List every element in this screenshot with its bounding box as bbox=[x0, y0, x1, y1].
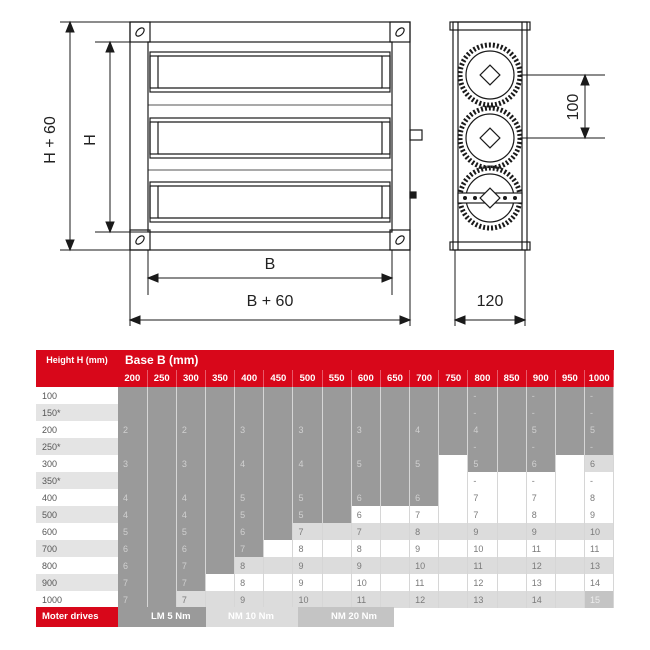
table-cell: 15 bbox=[585, 591, 614, 608]
table-cell bbox=[147, 557, 176, 574]
table-cell: 10 bbox=[351, 574, 380, 591]
column-header: 900 bbox=[526, 370, 555, 387]
table-cell bbox=[322, 557, 351, 574]
row-height-label: 600 bbox=[36, 523, 118, 540]
table-cell: 11 bbox=[410, 574, 439, 591]
table-cell bbox=[497, 438, 526, 455]
table-cell bbox=[380, 387, 409, 404]
table-cell bbox=[380, 523, 409, 540]
table-cell bbox=[264, 591, 293, 608]
table-row bbox=[36, 574, 614, 591]
table-cell bbox=[205, 455, 234, 472]
table-cell: 5 bbox=[410, 455, 439, 472]
table-cell bbox=[147, 455, 176, 472]
table-cell: - bbox=[526, 438, 555, 455]
table-cell: 5 bbox=[235, 489, 264, 506]
table-cell bbox=[351, 387, 380, 404]
motor-drive-legend bbox=[36, 607, 394, 627]
row-height-label: 400 bbox=[36, 489, 118, 506]
table-cell: 6 bbox=[526, 455, 555, 472]
table-cell bbox=[555, 523, 584, 540]
table-cell: 10 bbox=[410, 557, 439, 574]
table-cell bbox=[351, 438, 380, 455]
table-row bbox=[36, 591, 614, 608]
table-cell: 9 bbox=[585, 506, 614, 523]
table-cell bbox=[322, 421, 351, 438]
table-cell: 2 bbox=[176, 421, 205, 438]
table-cell: 5 bbox=[118, 523, 147, 540]
row-height-label: 800 bbox=[36, 557, 118, 574]
table-cell bbox=[439, 421, 468, 438]
table-cell: 5 bbox=[526, 421, 555, 438]
table-cell bbox=[497, 387, 526, 404]
table-cell bbox=[322, 591, 351, 608]
table-cell bbox=[322, 438, 351, 455]
table-cell: 8 bbox=[235, 557, 264, 574]
table-cell: 7 bbox=[410, 506, 439, 523]
table-cell: 7 bbox=[351, 523, 380, 540]
table-cell bbox=[205, 523, 234, 540]
table-cell bbox=[555, 421, 584, 438]
table-cell bbox=[264, 557, 293, 574]
column-header: 550 bbox=[322, 370, 351, 387]
row-height-label: 250* bbox=[36, 438, 118, 455]
table-cell: 13 bbox=[526, 574, 555, 591]
table-cell: 3 bbox=[351, 421, 380, 438]
table-cell bbox=[380, 472, 409, 489]
table-cell bbox=[264, 421, 293, 438]
table-cell bbox=[205, 557, 234, 574]
table-cell: 4 bbox=[468, 421, 497, 438]
corner-plate bbox=[130, 230, 150, 250]
table-cell bbox=[205, 404, 234, 421]
table-cell bbox=[322, 489, 351, 506]
table-cell bbox=[439, 523, 468, 540]
table-cell: - bbox=[585, 404, 614, 421]
table-cell bbox=[380, 438, 409, 455]
table-cell bbox=[205, 540, 234, 557]
table-cell bbox=[555, 404, 584, 421]
table-cell: 6 bbox=[410, 489, 439, 506]
table-cell: 3 bbox=[293, 421, 322, 438]
table-cell bbox=[264, 523, 293, 540]
table-row bbox=[36, 540, 614, 557]
table-cell bbox=[118, 472, 147, 489]
table-cell bbox=[147, 489, 176, 506]
table-row bbox=[36, 557, 614, 574]
table-cell: 3 bbox=[118, 455, 147, 472]
table-cell bbox=[264, 506, 293, 523]
table-cell: 7 bbox=[176, 557, 205, 574]
table-cell bbox=[410, 472, 439, 489]
table-cell bbox=[147, 472, 176, 489]
table-cell bbox=[439, 387, 468, 404]
table-cell: 7 bbox=[468, 506, 497, 523]
table-cell: 11 bbox=[526, 540, 555, 557]
row-height-label: 200 bbox=[36, 421, 118, 438]
table-cell: - bbox=[585, 387, 614, 404]
base-header: Base B (mm) bbox=[118, 350, 614, 370]
table-cell: 7 bbox=[118, 574, 147, 591]
table-cell: 9 bbox=[351, 557, 380, 574]
table-cell bbox=[322, 540, 351, 557]
blade-group bbox=[150, 52, 390, 222]
table-cell: - bbox=[468, 404, 497, 421]
table-cell: 7 bbox=[293, 523, 322, 540]
table-cell: 8 bbox=[585, 489, 614, 506]
table-cell: - bbox=[585, 438, 614, 455]
dim-label-b: B bbox=[264, 256, 276, 273]
table-cell: 5 bbox=[176, 523, 205, 540]
row-height-label: 150* bbox=[36, 404, 118, 421]
table-cell: 7 bbox=[235, 540, 264, 557]
table-cell bbox=[410, 387, 439, 404]
table-cell: 5 bbox=[293, 506, 322, 523]
table-cell: 14 bbox=[585, 574, 614, 591]
table-cell: 6 bbox=[585, 455, 614, 472]
table-cell bbox=[147, 523, 176, 540]
dim-label-pitch: 100 bbox=[565, 93, 582, 121]
table-cell: 10 bbox=[468, 540, 497, 557]
corner-plate bbox=[390, 230, 410, 250]
table-cell bbox=[205, 438, 234, 455]
column-header: 1000 bbox=[585, 370, 614, 387]
table-cell bbox=[497, 421, 526, 438]
table-cell bbox=[497, 540, 526, 557]
table-cell: - bbox=[526, 404, 555, 421]
table-cell bbox=[380, 557, 409, 574]
row-height-label: 500 bbox=[36, 506, 118, 523]
table-cell bbox=[497, 472, 526, 489]
table-cell: - bbox=[526, 387, 555, 404]
table-cell bbox=[147, 404, 176, 421]
table-cell bbox=[264, 455, 293, 472]
table-cell bbox=[205, 472, 234, 489]
drive-shaft bbox=[410, 130, 422, 140]
table-cell: - bbox=[526, 472, 555, 489]
column-header: 800 bbox=[468, 370, 497, 387]
table-cell bbox=[439, 557, 468, 574]
legend-item-lm5: LM 5 Nm bbox=[118, 607, 206, 627]
table-cell bbox=[147, 591, 176, 608]
table-cell: 8 bbox=[526, 506, 555, 523]
table-row bbox=[36, 472, 614, 489]
table-cell bbox=[176, 404, 205, 421]
table-cell bbox=[351, 404, 380, 421]
table-cell: 10 bbox=[293, 591, 322, 608]
table-cell: 11 bbox=[351, 591, 380, 608]
column-header: 400 bbox=[235, 370, 264, 387]
row-height-label: 350* bbox=[36, 472, 118, 489]
table-cell bbox=[439, 404, 468, 421]
table-cell bbox=[176, 438, 205, 455]
column-header: 350 bbox=[205, 370, 234, 387]
table-cell bbox=[322, 523, 351, 540]
legend-item-nm10: NM 10 Nm bbox=[206, 607, 298, 627]
table-cell: 7 bbox=[176, 591, 205, 608]
table-cell: 10 bbox=[585, 523, 614, 540]
table-cell bbox=[264, 472, 293, 489]
table-cell: 5 bbox=[351, 455, 380, 472]
table-row bbox=[36, 438, 614, 455]
table-cell bbox=[497, 404, 526, 421]
table-cell bbox=[293, 472, 322, 489]
table-cell: 13 bbox=[585, 557, 614, 574]
table-cell bbox=[293, 438, 322, 455]
column-header: 450 bbox=[264, 370, 293, 387]
table-cell: 6 bbox=[118, 540, 147, 557]
table-cell bbox=[439, 489, 468, 506]
table-row bbox=[36, 489, 614, 506]
table-row bbox=[36, 506, 614, 523]
table-cell: 6 bbox=[118, 557, 147, 574]
table-cell bbox=[118, 404, 147, 421]
table-cell bbox=[439, 472, 468, 489]
front-view-opening bbox=[148, 42, 392, 232]
table-cell bbox=[205, 574, 234, 591]
table-cell: 4 bbox=[118, 489, 147, 506]
table-cell bbox=[380, 404, 409, 421]
dim-label-h: H bbox=[82, 134, 99, 146]
table-cell bbox=[118, 438, 147, 455]
table-cell: 12 bbox=[410, 591, 439, 608]
row-height-label: 300 bbox=[36, 455, 118, 472]
table-cell: 8 bbox=[410, 523, 439, 540]
table-cell bbox=[322, 455, 351, 472]
table-cell bbox=[147, 574, 176, 591]
table-cell bbox=[176, 387, 205, 404]
table-cell bbox=[497, 455, 526, 472]
table-cell bbox=[235, 404, 264, 421]
table-cell: 2 bbox=[118, 421, 147, 438]
table-cell: 4 bbox=[118, 506, 147, 523]
table-cell bbox=[555, 574, 584, 591]
table-cell bbox=[264, 404, 293, 421]
table-cell: 4 bbox=[176, 506, 205, 523]
table-cell bbox=[497, 523, 526, 540]
table-cell bbox=[555, 387, 584, 404]
table-cell: 8 bbox=[351, 540, 380, 557]
table-cell: 6 bbox=[351, 489, 380, 506]
table-cell: 4 bbox=[235, 455, 264, 472]
table-cell bbox=[410, 438, 439, 455]
table-cell bbox=[351, 472, 380, 489]
column-header: 850 bbox=[497, 370, 526, 387]
table-cell bbox=[264, 489, 293, 506]
table-cell bbox=[205, 591, 234, 608]
table-cell bbox=[380, 455, 409, 472]
table-cell: - bbox=[468, 438, 497, 455]
table-cell bbox=[264, 387, 293, 404]
table-cell bbox=[264, 540, 293, 557]
table-cell bbox=[205, 421, 234, 438]
table-cell bbox=[205, 506, 234, 523]
table-cell: 8 bbox=[235, 574, 264, 591]
column-header: 700 bbox=[410, 370, 439, 387]
table-cell bbox=[380, 540, 409, 557]
table-cell: 14 bbox=[526, 591, 555, 608]
table-cell bbox=[497, 489, 526, 506]
gear-wheels bbox=[458, 45, 522, 228]
table-cell bbox=[380, 489, 409, 506]
table-cell bbox=[555, 489, 584, 506]
table-cell bbox=[322, 574, 351, 591]
table-cell bbox=[205, 387, 234, 404]
table-cell: 5 bbox=[585, 421, 614, 438]
table-cell bbox=[555, 557, 584, 574]
table-cell bbox=[118, 387, 147, 404]
table-cell bbox=[555, 591, 584, 608]
corner-plate bbox=[130, 22, 150, 42]
column-header: 300 bbox=[176, 370, 205, 387]
dim-label-depth: 120 bbox=[476, 293, 504, 310]
table-cell bbox=[380, 421, 409, 438]
table-cell bbox=[497, 506, 526, 523]
legend-title: Moter drives bbox=[36, 607, 118, 627]
column-header: 650 bbox=[380, 370, 409, 387]
table-cell: - bbox=[585, 472, 614, 489]
table-cell bbox=[235, 387, 264, 404]
row-height-label: 700 bbox=[36, 540, 118, 557]
table-cell bbox=[555, 506, 584, 523]
table-cell bbox=[322, 506, 351, 523]
table-row bbox=[36, 387, 614, 404]
table-cell: 6 bbox=[235, 523, 264, 540]
motor-selection-table bbox=[36, 350, 614, 608]
table-cell bbox=[147, 421, 176, 438]
table-cell bbox=[380, 506, 409, 523]
table-cell: 5 bbox=[293, 489, 322, 506]
table-cell bbox=[322, 387, 351, 404]
column-header: 250 bbox=[147, 370, 176, 387]
table-cell: 9 bbox=[235, 591, 264, 608]
table-cell bbox=[439, 540, 468, 557]
table-cell bbox=[380, 591, 409, 608]
row-height-label: 900 bbox=[36, 574, 118, 591]
table-cell: 9 bbox=[293, 557, 322, 574]
dim-label-h-plus-60: H + 60 bbox=[42, 116, 59, 164]
height-header: Height H (mm) bbox=[36, 350, 118, 370]
table-cell bbox=[264, 574, 293, 591]
table-cell: 9 bbox=[468, 523, 497, 540]
table-cell bbox=[555, 472, 584, 489]
table-cell bbox=[439, 574, 468, 591]
table-cell: 7 bbox=[176, 574, 205, 591]
table-cell bbox=[322, 404, 351, 421]
table-cell: 8 bbox=[293, 540, 322, 557]
column-header: 200 bbox=[118, 370, 147, 387]
table-cell bbox=[293, 404, 322, 421]
table-row bbox=[36, 421, 614, 438]
table-cell: 5 bbox=[468, 455, 497, 472]
table-cell: 3 bbox=[235, 421, 264, 438]
table-cell: 11 bbox=[468, 557, 497, 574]
table-cell: 4 bbox=[176, 489, 205, 506]
table-cell: 4 bbox=[293, 455, 322, 472]
table-cell bbox=[147, 506, 176, 523]
table-cell bbox=[555, 540, 584, 557]
table-cell: 12 bbox=[468, 574, 497, 591]
table-cell bbox=[264, 438, 293, 455]
table-cell: - bbox=[468, 472, 497, 489]
table-cell bbox=[439, 591, 468, 608]
table-cell bbox=[555, 438, 584, 455]
legend-item-nm20: NM 20 Nm bbox=[298, 607, 394, 627]
table-cell bbox=[147, 540, 176, 557]
table-cell bbox=[147, 438, 176, 455]
table-cell bbox=[555, 455, 584, 472]
table-cell bbox=[439, 438, 468, 455]
corner-plate bbox=[390, 22, 410, 42]
table-cell: 5 bbox=[235, 506, 264, 523]
table-cell bbox=[293, 387, 322, 404]
table-cell: 9 bbox=[410, 540, 439, 557]
table-cell bbox=[380, 574, 409, 591]
table-cell bbox=[205, 489, 234, 506]
table-cell: 4 bbox=[410, 421, 439, 438]
row-height-label: 1000 bbox=[36, 591, 118, 608]
column-header: 500 bbox=[293, 370, 322, 387]
table-cell bbox=[497, 557, 526, 574]
table-cell: 11 bbox=[585, 540, 614, 557]
table-cell: 6 bbox=[351, 506, 380, 523]
table-cell: 7 bbox=[468, 489, 497, 506]
table-cell: 7 bbox=[118, 591, 147, 608]
table-cell: - bbox=[468, 387, 497, 404]
table-cell: 12 bbox=[526, 557, 555, 574]
table-cell: 3 bbox=[176, 455, 205, 472]
table-row bbox=[36, 404, 614, 421]
row-height-label: 100 bbox=[36, 387, 118, 404]
dim-label-b-plus-60: B + 60 bbox=[246, 293, 294, 310]
table-cell bbox=[235, 472, 264, 489]
table-cell bbox=[176, 472, 205, 489]
table-row bbox=[36, 523, 614, 540]
table-cell bbox=[439, 506, 468, 523]
table-cell: 7 bbox=[526, 489, 555, 506]
column-header-spacer bbox=[36, 370, 118, 387]
table-cell bbox=[497, 574, 526, 591]
column-header: 600 bbox=[351, 370, 380, 387]
table-cell: 9 bbox=[293, 574, 322, 591]
table-cell: 13 bbox=[468, 591, 497, 608]
table-cell bbox=[410, 404, 439, 421]
column-header: 950 bbox=[555, 370, 584, 387]
table-cell bbox=[497, 591, 526, 608]
table-cell: 9 bbox=[526, 523, 555, 540]
table-cell bbox=[439, 455, 468, 472]
column-header: 750 bbox=[439, 370, 468, 387]
table-cell bbox=[235, 438, 264, 455]
table-cell bbox=[322, 472, 351, 489]
table-cell bbox=[147, 387, 176, 404]
table-cell: 6 bbox=[176, 540, 205, 557]
table-row bbox=[36, 455, 614, 472]
